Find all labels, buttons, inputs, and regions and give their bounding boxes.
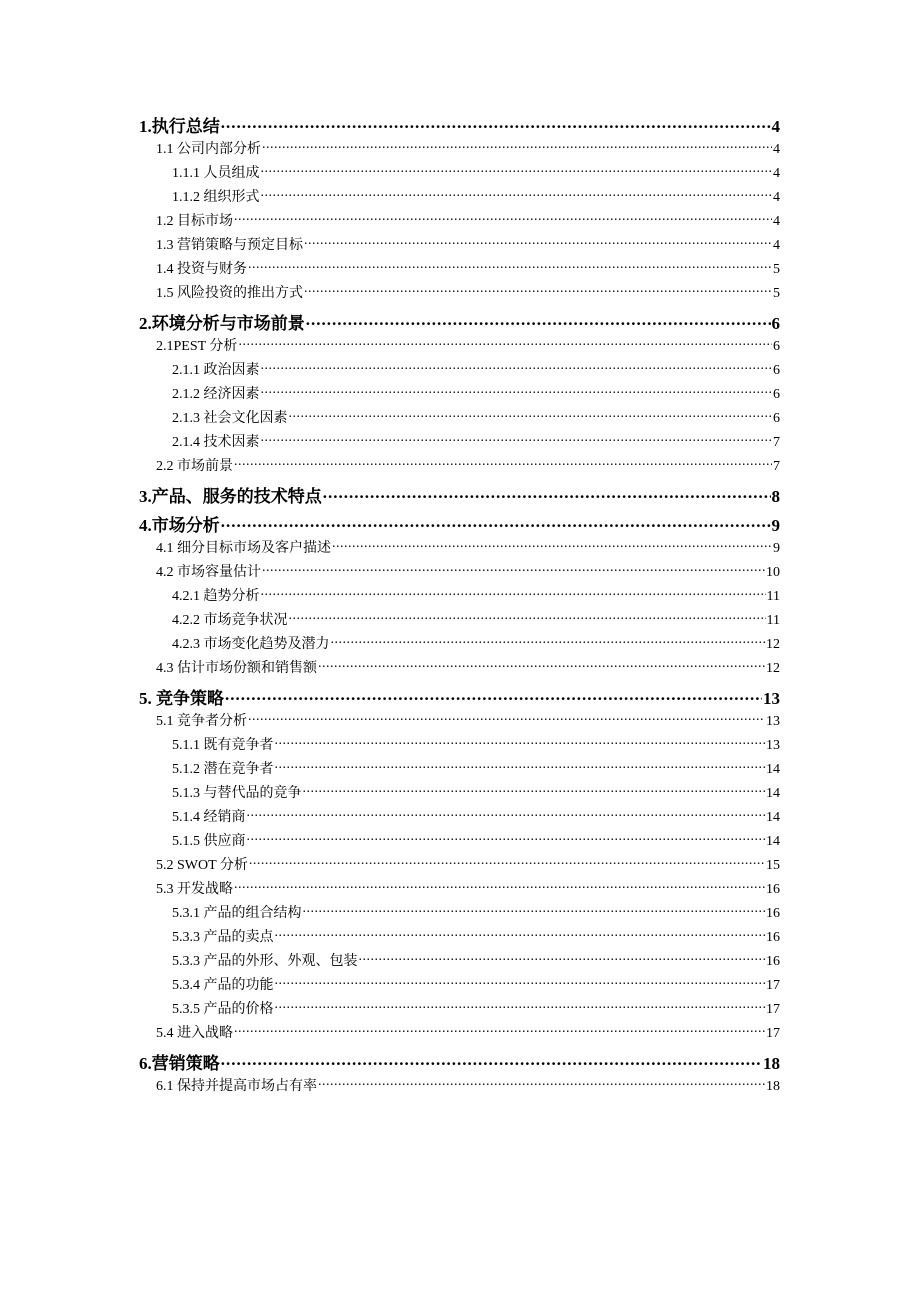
toc-entry[interactable] xyxy=(139,309,780,335)
dot-leader xyxy=(221,514,771,531)
toc-entry[interactable] xyxy=(139,112,780,138)
dot-leader xyxy=(331,634,766,648)
toc-entry[interactable] xyxy=(139,537,780,561)
dot-leader xyxy=(332,538,772,552)
dot-leader xyxy=(234,1023,765,1037)
toc-entry-page: 13 xyxy=(766,714,780,729)
toc-entry[interactable] xyxy=(139,482,780,508)
toc-entry-label: 1.4 投资与财务 xyxy=(156,262,247,277)
toc-entry[interactable] xyxy=(139,758,780,782)
toc-entry[interactable] xyxy=(139,455,780,479)
dot-leader xyxy=(262,562,765,576)
toc-entry-label: 6.1 保持并提高市场占有率 xyxy=(156,1079,317,1094)
toc-entry-label: 2.1.3 社会文化因素 xyxy=(172,411,288,426)
toc-entry-label: 5.1.3 与替代品的竞争 xyxy=(172,786,302,801)
toc-entry-label: 5.2 SWOT 分析 xyxy=(156,858,248,873)
dot-leader xyxy=(247,831,766,845)
dot-leader xyxy=(275,735,766,749)
toc-entry[interactable] xyxy=(139,162,780,186)
toc-entry[interactable] xyxy=(139,926,780,950)
dot-leader xyxy=(304,283,772,297)
toc-entry-page: 4 xyxy=(773,166,780,181)
toc-entry-label: 1.3 营销策略与预定目标 xyxy=(156,238,303,253)
toc-entry-page: 8 xyxy=(771,487,780,506)
toc-entry-page: 18 xyxy=(763,1054,780,1073)
toc-entry-label: 4.市场分析 xyxy=(139,516,220,535)
toc-entry-page: 17 xyxy=(766,1002,780,1017)
toc-entry-page: 5 xyxy=(773,262,780,277)
dot-leader xyxy=(221,1052,762,1069)
toc-entry-label: 5.1.5 供应商 xyxy=(172,834,246,849)
toc-entry[interactable] xyxy=(139,561,780,585)
toc-entry-label: 2.1.2 经济因素 xyxy=(172,387,260,402)
toc-entry-label: 5.4 进入战略 xyxy=(156,1026,233,1041)
toc-entry-page: 5 xyxy=(773,286,780,301)
toc-entry-page: 17 xyxy=(766,1026,780,1041)
toc-entry-page: 6 xyxy=(773,411,780,426)
dot-leader xyxy=(303,903,766,917)
dot-leader xyxy=(261,432,773,446)
toc-entry[interactable] xyxy=(139,1049,780,1075)
dot-leader xyxy=(221,115,771,132)
toc-entry-label: 4.2.1 趋势分析 xyxy=(172,589,260,604)
toc-entry[interactable] xyxy=(139,1022,780,1046)
dot-leader xyxy=(234,211,772,225)
toc-entry[interactable] xyxy=(139,710,780,734)
toc-entry-page: 16 xyxy=(766,930,780,945)
toc-entry[interactable] xyxy=(139,734,780,758)
toc-entry-page: 16 xyxy=(766,954,780,969)
toc-entry-label: 2.1.4 技术因素 xyxy=(172,435,260,450)
toc-entry[interactable] xyxy=(139,234,780,258)
toc-entry[interactable] xyxy=(139,258,780,282)
dot-leader xyxy=(262,139,772,153)
toc-entry-label: 2.2 市场前景 xyxy=(156,459,233,474)
toc-entry[interactable] xyxy=(139,998,780,1022)
toc-entry[interactable] xyxy=(139,282,780,306)
dot-leader xyxy=(234,456,772,470)
toc-entry-page: 18 xyxy=(766,1079,780,1094)
toc-entry-label: 5.3.4 产品的功能 xyxy=(172,978,274,993)
toc-entry-label: 5.3 开发战略 xyxy=(156,882,233,897)
toc-entry[interactable] xyxy=(139,878,780,902)
toc-entry-label: 1.2 目标市场 xyxy=(156,214,233,229)
toc-entry-label: 2.1.1 政治因素 xyxy=(172,363,260,378)
dot-leader xyxy=(261,187,773,201)
toc-entry-page: 14 xyxy=(766,810,780,825)
toc-entry-page: 4 xyxy=(773,214,780,229)
toc-entry[interactable] xyxy=(139,1075,780,1099)
dot-leader xyxy=(359,951,766,965)
toc-entry-page: 7 xyxy=(773,435,780,450)
toc-entry-label: 5. 竞争策略 xyxy=(139,689,224,708)
dot-leader xyxy=(318,658,765,672)
toc-entry-label: 5.1.4 经销商 xyxy=(172,810,246,825)
toc-entry-page: 16 xyxy=(766,882,780,897)
toc-entry-label: 1.1.2 组织形式 xyxy=(172,190,260,205)
toc-entry-page: 6 xyxy=(773,387,780,402)
toc-entry-label: 5.3.1 产品的组合结构 xyxy=(172,906,302,921)
toc-entry[interactable] xyxy=(139,210,780,234)
toc-entry-label: 1.执行总结 xyxy=(139,117,220,136)
dot-leader xyxy=(289,408,773,422)
toc-entry[interactable] xyxy=(139,633,780,657)
toc-entry-label: 5.1.1 既有竞争者 xyxy=(172,738,274,753)
toc-entry[interactable] xyxy=(139,609,780,633)
toc-entry[interactable] xyxy=(139,902,780,926)
toc-entry-label: 4.2.3 市场变化趋势及潜力 xyxy=(172,637,330,652)
dot-leader xyxy=(248,259,772,273)
dot-leader xyxy=(304,235,772,249)
dot-leader xyxy=(323,485,771,502)
toc-entry-page: 12 xyxy=(766,661,780,676)
toc-entry[interactable] xyxy=(139,830,780,854)
dot-leader xyxy=(247,807,766,821)
dot-leader xyxy=(248,711,765,725)
dot-leader xyxy=(261,384,773,398)
toc-entry[interactable] xyxy=(139,138,780,162)
toc-entry-page: 13 xyxy=(763,689,780,708)
toc-entry[interactable] xyxy=(139,585,780,609)
toc-entry[interactable] xyxy=(139,359,780,383)
dot-leader xyxy=(275,927,766,941)
toc-entry-label: 1.1 公司内部分析 xyxy=(156,142,261,157)
toc-entry[interactable] xyxy=(139,431,780,455)
dot-leader xyxy=(225,687,762,704)
dot-leader xyxy=(275,975,766,989)
dot-leader xyxy=(249,855,765,869)
toc-entry-label: 6.营销策略 xyxy=(139,1054,220,1073)
toc-entry-label: 4.1 细分目标市场及客户描述 xyxy=(156,541,331,556)
toc-entry-page: 6 xyxy=(773,339,780,354)
toc-entry-page: 14 xyxy=(766,834,780,849)
toc-entry-page: 12 xyxy=(766,637,780,652)
dot-leader xyxy=(306,312,771,329)
dot-leader xyxy=(275,999,766,1013)
toc-entry-page: 4 xyxy=(771,117,780,136)
toc-entry-label: 3.产品、服务的技术特点 xyxy=(139,487,322,506)
toc-entry-page: 4 xyxy=(773,238,780,253)
toc-entry[interactable] xyxy=(139,974,780,998)
toc-entry-label: 4.2 市场容量估计 xyxy=(156,565,261,580)
toc-entry-page: 13 xyxy=(766,738,780,753)
toc-entry-page: 11 xyxy=(766,613,780,628)
toc-entry-label: 2.环境分析与市场前景 xyxy=(139,314,305,333)
toc-entry[interactable] xyxy=(139,383,780,407)
dot-leader xyxy=(261,163,773,177)
dot-leader xyxy=(238,336,772,350)
toc-entry[interactable] xyxy=(139,782,780,806)
toc-entry-label: 4.3 估计市场份额和销售额 xyxy=(156,661,317,676)
toc-entry-page: 9 xyxy=(771,516,780,535)
toc-entry[interactable] xyxy=(139,657,780,681)
dot-leader xyxy=(303,783,766,797)
toc-entry[interactable] xyxy=(139,950,780,974)
dot-leader xyxy=(261,360,773,374)
dot-leader xyxy=(289,610,766,624)
toc-entry[interactable] xyxy=(139,684,780,710)
toc-entry-label: 5.1 竞争者分析 xyxy=(156,714,247,729)
toc-entry-page: 10 xyxy=(766,565,780,580)
toc-entry-label: 1.1.1 人员组成 xyxy=(172,166,260,181)
toc-entry-label: 5.1.2 潜在竞争者 xyxy=(172,762,274,777)
toc-entry-page: 16 xyxy=(766,906,780,921)
toc-entry[interactable] xyxy=(139,511,780,537)
toc-entry[interactable] xyxy=(139,335,780,359)
toc-entry-label: 5.3.5 产品的价格 xyxy=(172,1002,274,1017)
toc-entry-page: 6 xyxy=(773,363,780,378)
toc-entry-page: 6 xyxy=(771,314,780,333)
toc-entry-page: 14 xyxy=(766,762,780,777)
dot-leader xyxy=(234,879,765,893)
toc-entry-page: 4 xyxy=(773,190,780,205)
toc-entry[interactable] xyxy=(139,806,780,830)
toc-entry-label: 2.1PEST 分析 xyxy=(156,339,238,354)
toc-entry-page: 14 xyxy=(766,786,780,801)
toc-entry-page: 7 xyxy=(773,459,780,474)
toc-entry-label: 5.3.3 产品的外形、外观、包装 xyxy=(172,954,358,969)
toc-entry[interactable] xyxy=(139,854,780,878)
dot-leader xyxy=(261,586,766,600)
dot-leader xyxy=(275,759,766,773)
toc-entry-page: 15 xyxy=(766,858,780,873)
toc-entry-page: 11 xyxy=(766,589,780,604)
toc-entry[interactable] xyxy=(139,186,780,210)
table-of-contents xyxy=(139,112,780,1099)
dot-leader xyxy=(318,1076,765,1090)
toc-entry-label: 1.5 风险投资的推出方式 xyxy=(156,286,303,301)
toc-entry-page: 17 xyxy=(766,978,780,993)
toc-entry-page: 4 xyxy=(773,142,780,157)
toc-entry-page: 9 xyxy=(773,541,780,556)
toc-entry[interactable] xyxy=(139,407,780,431)
toc-entry-label: 4.2.2 市场竞争状况 xyxy=(172,613,288,628)
toc-entry-label: 5.3.3 产品的卖点 xyxy=(172,930,274,945)
